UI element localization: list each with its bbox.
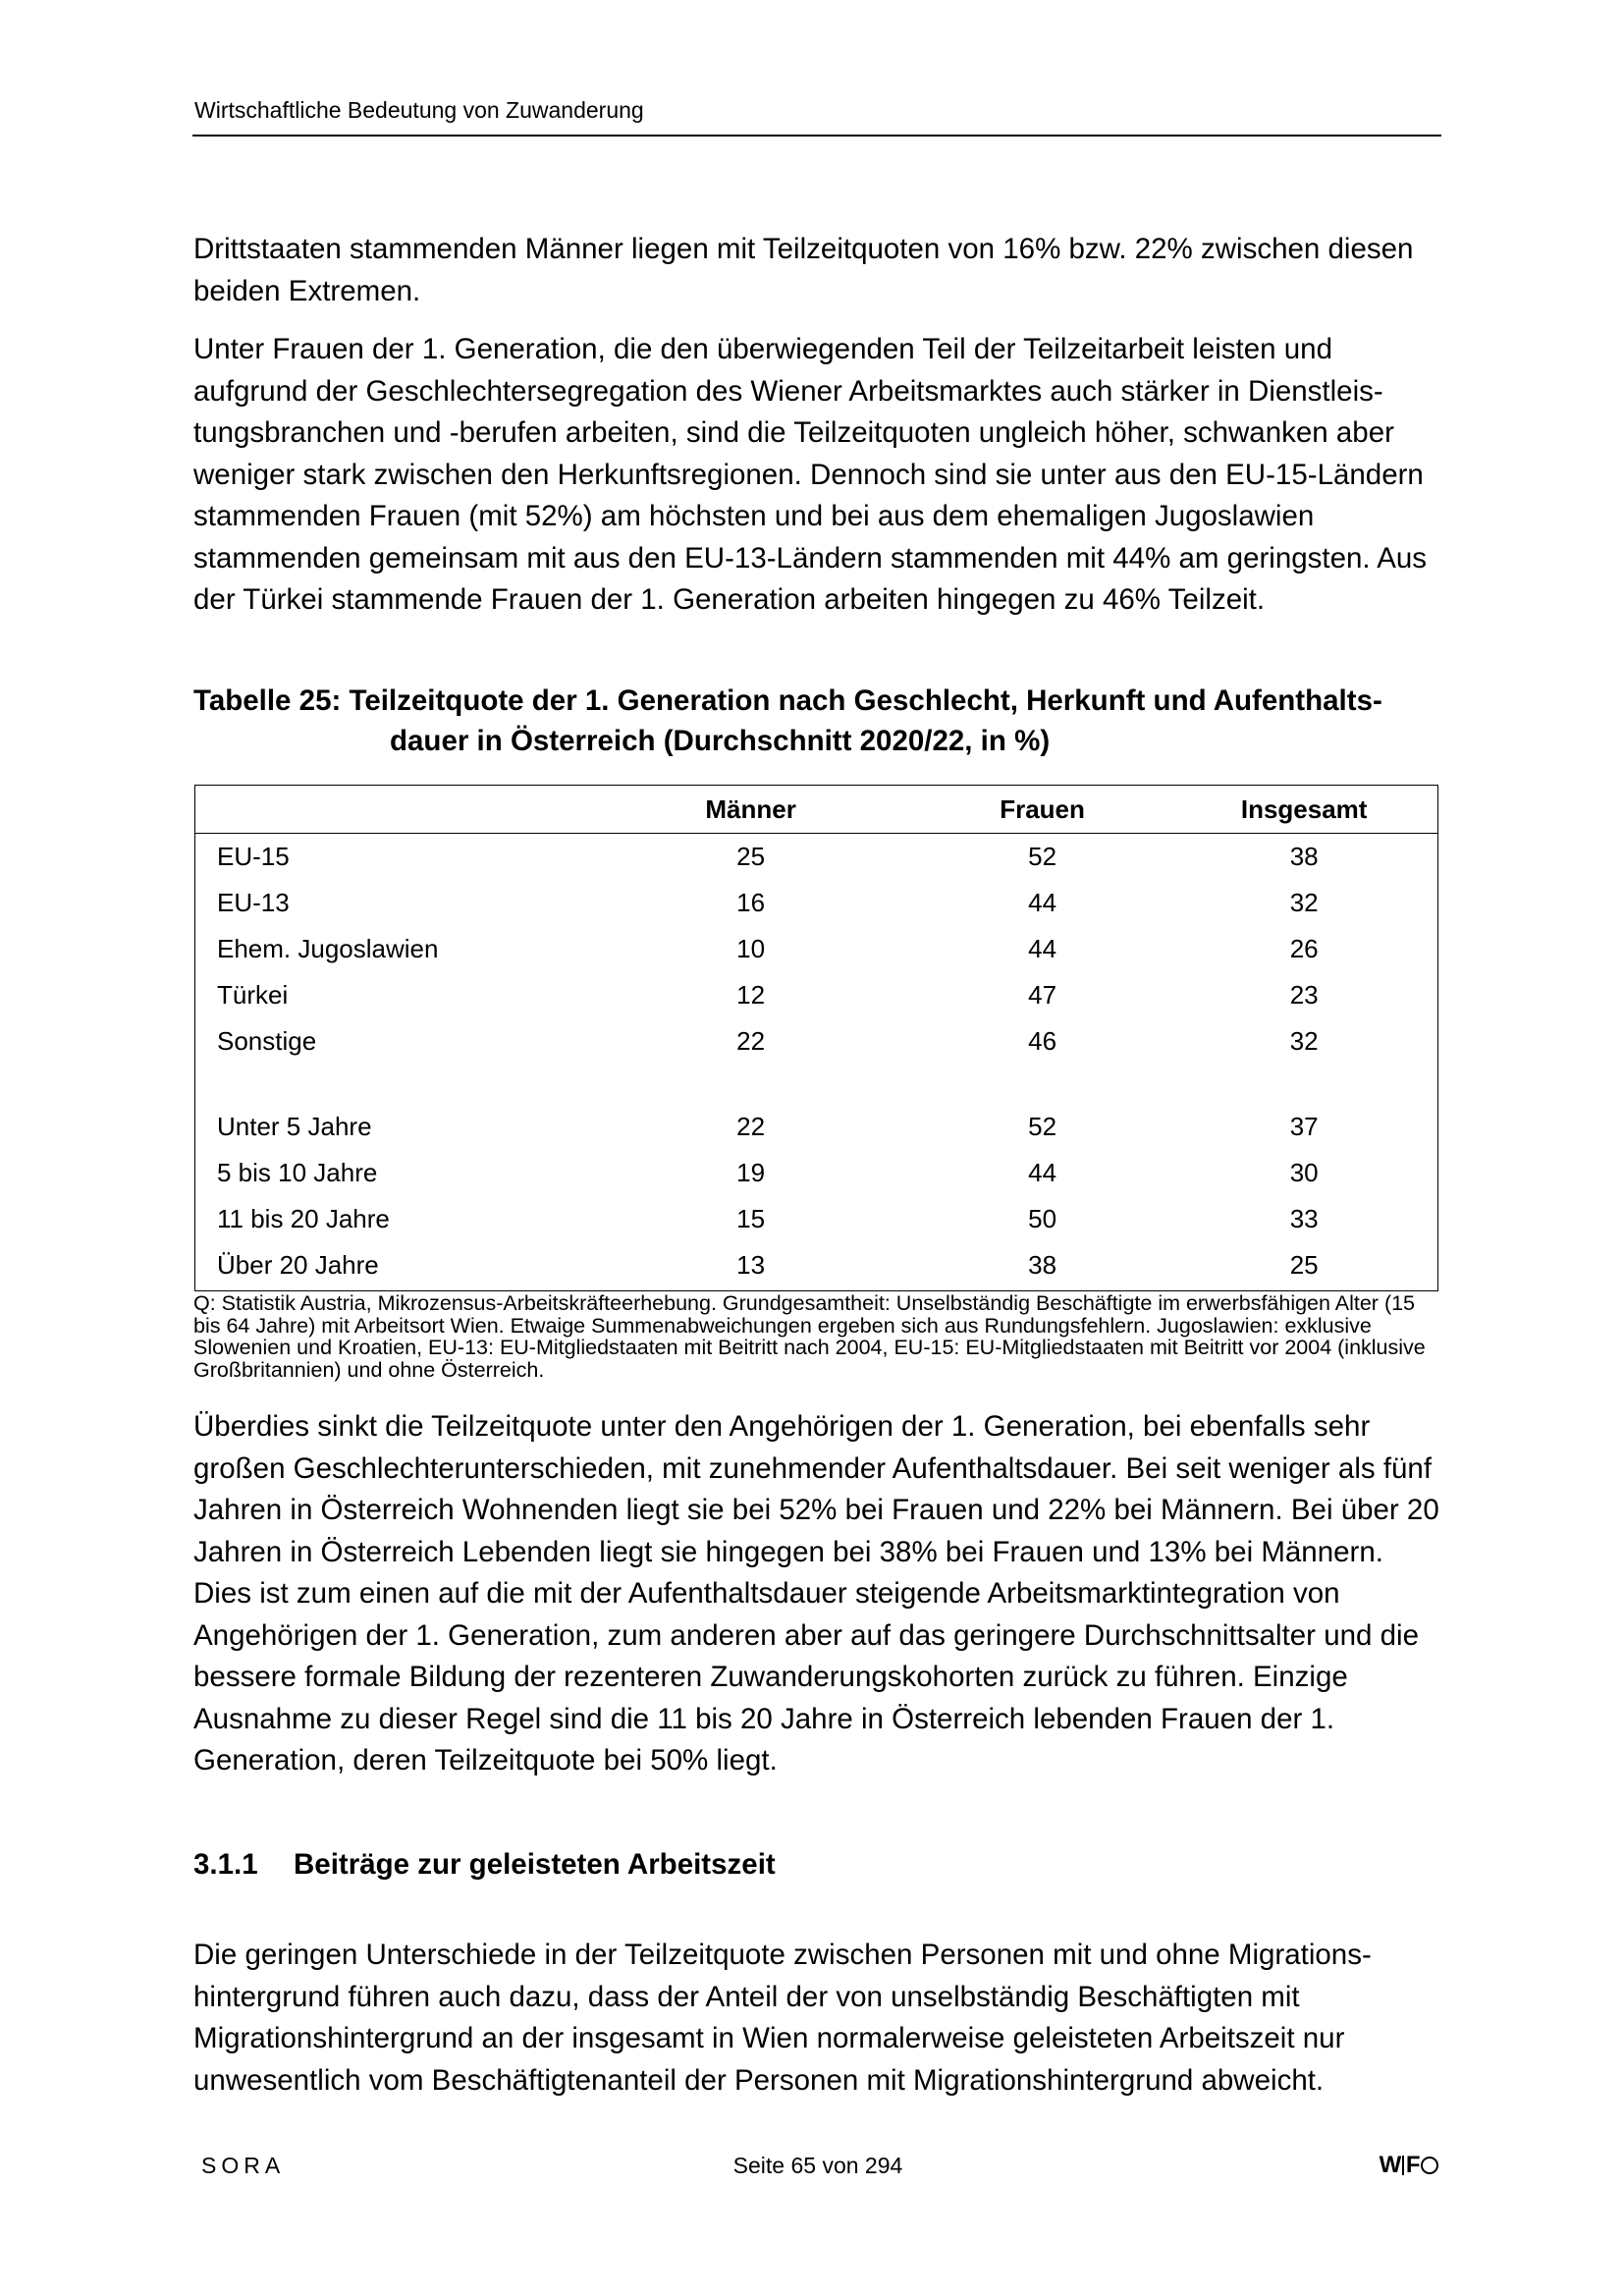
table-source-note: Q: Statistik Austria, Mikrozensus-Arbeitskräfteerhebung. Grundgesamtheit: Unselbständig Beschäftigte im erwerbsfähigen Alter (15 bis 64 Jahre) mit Arbeitsort Wien. Etwaige Summenabweichungen ergeben sich aus Rundungsfehlern. Jugoslawien: exklusive Slowenien und Kroatien, EU-13: EU-Mitgliedstaaten mit Beitritt nach 2004, EU-15: EU-Mitgliedstaaten mit Beitritt vor 2004 (inklusive Großbritannien) und ohne Österreich.	[193, 1291, 1426, 1382]
table-caption	[193, 681, 1445, 761]
row-label: Über 20 Jahre	[217, 1250, 379, 1280]
table-row	[195, 1242, 1437, 1288]
cell-frauen: 44	[1028, 934, 1057, 963]
cell-insgesamt: 32	[1289, 888, 1319, 917]
row-label: Ehem. Jugoslawien	[217, 934, 439, 963]
group-spacer-row	[195, 1065, 1437, 1104]
row-label: Sonstige	[217, 1026, 317, 1056]
cell-maenner: 22	[736, 1026, 766, 1056]
cell-frauen: 44	[1028, 888, 1057, 917]
cell-maenner: 12	[736, 980, 766, 1010]
paragraph: Überdies sinkt die Teilzeitquote unter den Angehörigen der 1. Generation, bei ebenfalls sehr großen Geschlechterunterschieden, mit zunehmender Aufenthaltsdauer. Bei seit weniger als fünf Jahren in Österreich Wohnenden liegt sie bei 52% bei Frauen und 22% bei Männern. Bei über 20 Jahren in Österreich Lebenden liegt sie hingegen bei 38% bei Frauen und 13% bei Männern. Dies ist zum einen auf die mit der Aufenthaltsdauer steigende Arbeitsmarktintegration von Angehörigen der 1. Generation, zum anderen aber auf das geringere Durchschnittsalter und die bessere formale Bildung der rezenteren Zuwanderungskohorten zurück zu führen. Einzige Ausnahme zu dieser Regel sind die 11 bis 20 Jahre in Österreich lebenden Frauen der 1. Generation, deren Teilzeitquote bei 50% liegt.	[193, 1410, 1439, 1777]
body-top	[193, 229, 1440, 622]
table-row	[195, 972, 1437, 1018]
row-label: EU-15	[217, 842, 290, 871]
paragraph: Unter Frauen der 1. Generation, die den überwiegenden Teil der Teilzeitarbeit leisten und aufgrund der Geschlechtersegregation des Wiener Arbeitsmarktes auch stärker in Dienstleistungsbranchen und -berufen arbeiten, sind die Teilzeitquoten ungleich höher, schwanken aber weniger stark zwischen den Herkunftsregionen. Dennoch sind sie unter aus den EU-15-Ländern stammenden Frauen (mit 52%) am höchsten und bei aus dem ehemaligen Jugoslawien stammenden gemeinsam mit aus den EU-13-Ländern stammenden mit 44% am geringsten. Aus der Türkei stammende Frauen der 1. Generation arbeiten hingegen zu 46% Teilzeit.	[193, 333, 1428, 616]
header-rule	[192, 135, 1441, 137]
data-table-frame	[194, 785, 1438, 1291]
table-header-row	[195, 786, 1437, 834]
table-row	[195, 1104, 1437, 1150]
cell-insgesamt: 25	[1289, 1250, 1319, 1280]
cell-frauen: 38	[1028, 1250, 1057, 1280]
section-heading	[193, 1845, 776, 1885]
column-header: Männer	[587, 786, 913, 834]
cell-frauen: 47	[1028, 980, 1057, 1010]
column-header: Insgesamt	[1170, 786, 1437, 834]
row-label: Unter 5 Jahre	[217, 1112, 372, 1141]
table-caption-line: dauer in Österreich (Durchschnitt 2020/22, in %)	[390, 725, 1051, 757]
table-row	[195, 926, 1437, 972]
wifo-logo-bar-icon	[1402, 2156, 1404, 2175]
table-row	[195, 834, 1437, 881]
page-number: Seite 65 von 294	[732, 2153, 903, 2178]
body-after-table	[193, 1406, 1445, 1782]
cell-insgesamt: 23	[1289, 980, 1319, 1010]
cell-frauen: 50	[1028, 1204, 1057, 1233]
cell-maenner: 19	[736, 1158, 766, 1187]
wifo-logo	[1380, 2151, 1438, 2180]
row-label: EU-13	[217, 888, 290, 917]
cell-insgesamt: 37	[1289, 1112, 1319, 1141]
data-table	[195, 786, 1437, 1288]
cell-maenner: 13	[736, 1250, 766, 1280]
cell-maenner: 10	[736, 934, 766, 963]
cell-frauen: 52	[1028, 1112, 1057, 1141]
paragraph: Drittstaaten stammenden Männer liegen mit Teilzeitquoten von 16% bzw. 22% zwischen diesen beiden Extremen.	[193, 233, 1414, 307]
row-label: Türkei	[217, 980, 289, 1010]
cell-maenner: 16	[736, 888, 766, 917]
cell-insgesamt: 38	[1289, 842, 1319, 871]
page-footer	[193, 2151, 1442, 2184]
cell-insgesamt: 26	[1289, 934, 1319, 963]
table-caption-line: Tabelle 25: Teilzeitquote der 1. Generation nach Geschlecht, Herkunft und Aufenthalts-	[193, 684, 1382, 717]
cell-frauen: 52	[1028, 842, 1057, 871]
table-row	[195, 1196, 1437, 1242]
cell-maenner: 22	[736, 1112, 766, 1141]
sora-logo: SORA	[201, 2153, 286, 2178]
cell-maenner: 15	[736, 1204, 766, 1233]
column-header: Frauen	[914, 786, 1171, 834]
wifo-logo-ring-icon	[1421, 2157, 1438, 2174]
wifo-logo-w: W	[1379, 2152, 1401, 2178]
table-row	[195, 1018, 1437, 1065]
table-row	[195, 1150, 1437, 1196]
section-number: 3.1.1	[193, 1848, 258, 1881]
page-header	[192, 95, 1441, 125]
wifo-logo-f: F	[1405, 2152, 1420, 2178]
running-title: Wirtschaftliche Bedeutung von Zuwanderung	[194, 97, 644, 123]
section-title: Beiträge zur geleisteten Arbeitszeit	[294, 1848, 776, 1881]
section-body	[193, 1935, 1445, 2102]
spacer-cell	[195, 1065, 1437, 1104]
paragraph: Die geringen Unterschiede in der Teilzeitquote zwischen Personen mit und ohne Migrationshintergrund führen auch dazu, dass der Anteil der von unselbständig Beschäftigten mit Migrationshintergrund an der insgesamt in Wien normalerweise geleisteten Arbeitszeit nur unwesentlich vom Beschäftigtenanteil der Personen mit Migrationshintergrund abweicht.	[193, 1939, 1372, 2097]
cell-maenner: 25	[736, 842, 766, 871]
column-header	[195, 786, 587, 834]
row-label: 5 bis 10 Jahre	[217, 1158, 378, 1187]
cell-frauen: 46	[1028, 1026, 1057, 1056]
cell-insgesamt: 33	[1289, 1204, 1319, 1233]
cell-insgesamt: 30	[1289, 1158, 1319, 1187]
row-label: 11 bis 20 Jahre	[217, 1204, 390, 1233]
cell-insgesamt: 32	[1289, 1026, 1319, 1056]
table-row	[195, 880, 1437, 926]
cell-frauen: 44	[1028, 1158, 1057, 1187]
